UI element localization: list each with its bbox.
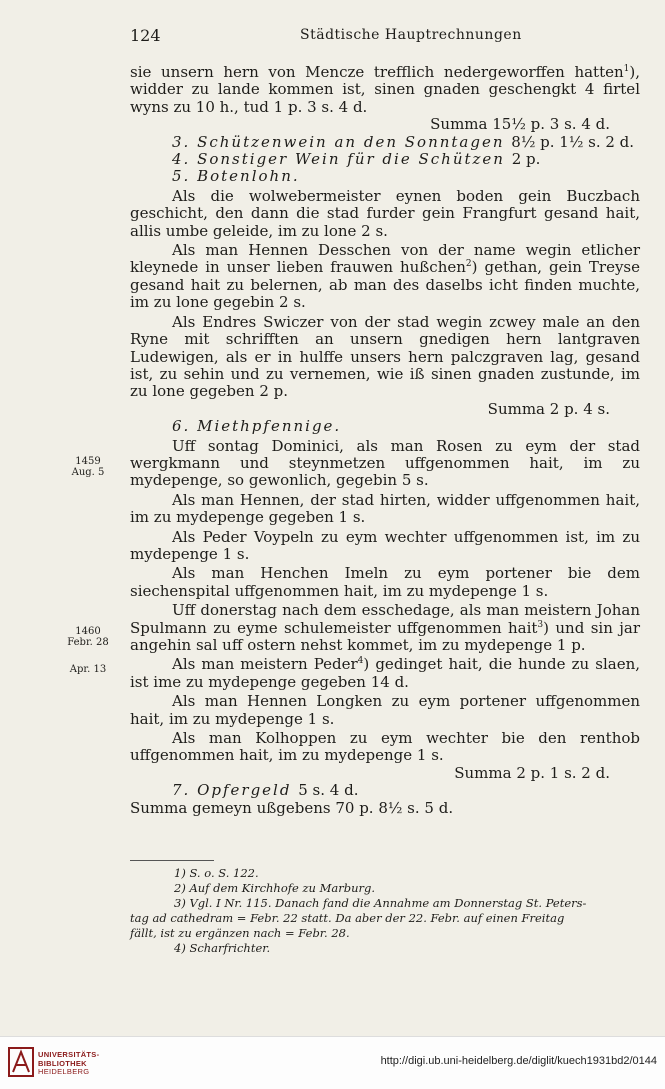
paragraph-9: Uff donerstag nach dem esschedage, als man meistern Johan Spulmann zu eyme schulemeister uffgenommen hait$^3$) und sin jar angehin sal uff ostern nehst kommet, im zu mydepenge 1 p.: [130, 601, 640, 654]
margin-date-apr: Apr. 13: [69, 664, 107, 675]
paragraph-4: Als Endres Swiczer von der stad wegin zcwey male an den Ryne mit schrifften an unsern gnedigen hern lantgraven Ludewigen, als er in hulffe unsers hern palczgraven lag, gesand ist, zu sehin und zu vernemen, wie iß sinen gnaden zustunde, im zu lone gegeben 2 p. Summa 2 p. 4 s.: [130, 312, 640, 418]
footnote-divider: [130, 860, 214, 861]
library-name: UNIVERSITÄTS- BIBLIOTHEK HEIDELBERG: [38, 1050, 100, 1076]
paragraph-7: Als Peder Voypeln zu eym wechter uffgenommen ist, im zu mydepenge 1 s.: [130, 527, 640, 563]
footnote-4: 4) Scharfrichter.: [174, 941, 271, 955]
footnote-ref: 2: [465, 259, 472, 270]
library-logo-icon: [8, 1047, 34, 1077]
paragraph-12: Als man Kolhoppen zu eym wechter bie den renthob uffgenommen hait, im zu mydepenge 1 s. Summa 2 p. 1 s. 2 d.: [130, 729, 640, 782]
footnote-ref: 3: [537, 619, 544, 630]
footnote-3: 3) Vgl. I Nr. 115. Danach fand die Annahme am Donnerstag St. Peters-: [174, 896, 587, 910]
footnote-3-cont: tag ad cathedram = Febr. 22 statt. Da aber der 22. Febr. auf einen Freitag: [130, 911, 565, 925]
paragraph-2: Als die wolwebermeister eynen boden gein Buczbach geschicht, den dann die stad furder gein Frangfurt gesand hait, allis umbe geleide, im zu lone 2 s.: [130, 186, 640, 240]
margin-date-1460: 1460 Febr. 28: [67, 626, 109, 648]
paragraph-3: Als man Hennen Desschen von der name wegin etlicher kleynede in unser lieben frauwen hußchen$^2$) gethan, gein Treyse gesand hait zu belernen, ab man des daselbs icht finden muchte, im zu lone gegebin 2 s.: [130, 241, 641, 312]
source-url-link[interactable]: http://digi.ub.uni-heidelberg.de/diglit/kuech1931bd2/0144: [380, 1055, 657, 1067]
running-header: [130, 26, 640, 46]
paragraph-10: Als man meistern Peder$^4$) gedinget hait, die hunde zu slaen, ist ime zu mydepenge gegeben 14 d.: [130, 655, 640, 691]
running-title: Städtische Hauptrechnungen: [300, 27, 522, 43]
summa-line: Summa 2 p. 1 s. 2 d.: [454, 763, 610, 782]
footnotes: [130, 866, 640, 956]
footnote-ref: 1: [623, 64, 630, 74]
main-text: [130, 64, 640, 817]
footnote-3-end: fällt, ist zu ergänzen nach = Febr. 28.: [130, 926, 350, 940]
footnote-2: 2) Auf dem Kirchhofe zu Marburg.: [174, 881, 376, 895]
paragraph-6: Als man Hennen, der stad hirten, widder uffgenommen hait, im zu mydepenge gegeben 1 s.: [130, 490, 640, 527]
paragraph-5: Uff sontag Dominici, als man Rosen zu eym der stad wergkmann und steynmetzen uffgenommen hait, im zu mydepenge, so gewonlich, gegebin 5 s.: [130, 436, 640, 490]
summa-line: Summa 15½ p. 3 s. 4 d.: [430, 115, 610, 134]
footnote-ref: 4: [357, 656, 364, 667]
section-4-heading: 4. Sonstiger Wein für die Schützen 2 p.: [172, 150, 541, 169]
digitization-footer: [0, 1036, 665, 1089]
summa-line: Summa 2 p. 4 s.: [487, 399, 610, 418]
page-number: 124: [130, 26, 161, 45]
paragraph-8: Als man Henchen Imeln zu eym portener bie dem siechenspital uffgenommen hait, im zu mydepenge 1 s.: [130, 564, 640, 600]
section-7-heading: 7. Opfergeld 5 s. 4 d.: [172, 781, 359, 800]
grand-total: Summa gemeyn ußgebens 70 p. 8½ s. 5 d.: [130, 798, 454, 817]
section-5-heading: 5. Botenlohn.: [172, 167, 300, 186]
section-3-heading: 3. Schützenwein an den Sonntagen 8½ p. 1½ s. 2 d.: [172, 132, 635, 151]
paragraph-11: Als man Hennen Longken zu eym portener uffgenommen hait, im zu mydepenge 1 s.: [130, 692, 640, 728]
margin-date-1459: 1459 Aug. 5: [71, 456, 105, 478]
paragraph-1: sie unsern hern von Mencze trefflich nedergeworffen hatten$^1$), widder zu lande kommen ist, sinen gnaden geschengkt 4 firtel wyns zu 10 h., tud 1 p. 3 s. 4 d. Summa 15½ p. 3 s. 4 d.: [130, 63, 640, 134]
footnote-1: 1) S. o. S. 122.: [174, 866, 259, 880]
section-6-heading: 6. Miethpfennige.: [172, 417, 342, 436]
